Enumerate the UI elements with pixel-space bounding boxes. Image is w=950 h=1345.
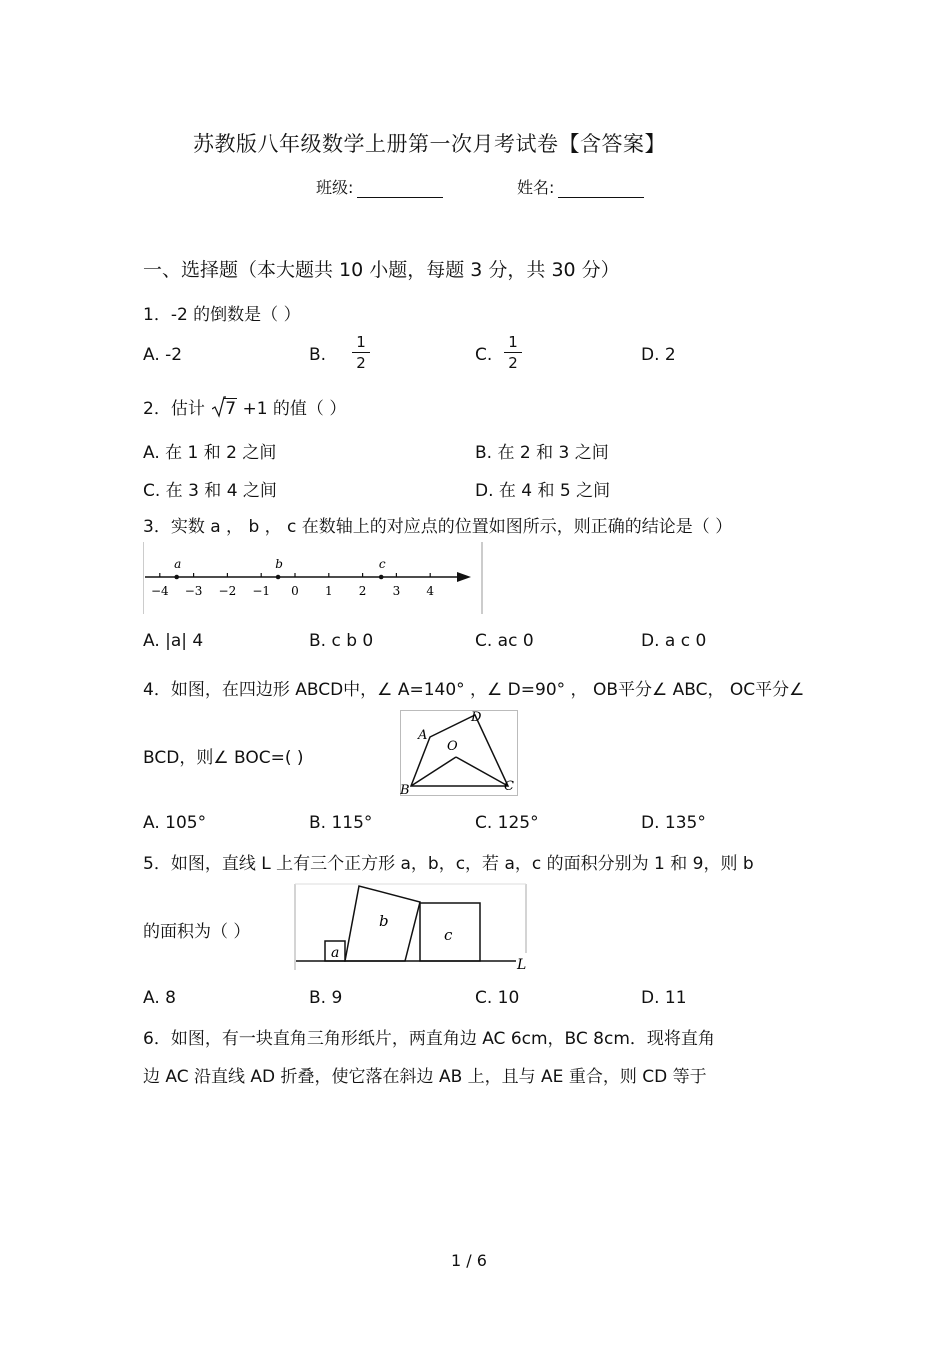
name-label: 姓名: <box>517 178 555 197</box>
tick-label: 2 <box>358 584 367 598</box>
q2-option-d: D. 在 4 和 5 之间 <box>475 481 611 501</box>
label-L: L <box>517 957 527 971</box>
label-c: c <box>444 926 453 944</box>
q1-option-d: D. 2 <box>641 345 676 365</box>
label-O: O <box>447 739 458 754</box>
sqrt-expression <box>212 399 237 419</box>
tick-label: 4 <box>426 584 435 598</box>
q2-option-b: B. 在 2 和 3 之间 <box>475 443 609 463</box>
class-blank-line <box>357 179 443 198</box>
q3-stem: 3．实数 a ， b ， c 在数轴上的对应点的位置如图所示，则正确的结论是（ ） <box>143 517 733 537</box>
q1-option-c-fraction <box>504 333 522 372</box>
q5-stem-line2: 的面积为（ ） <box>143 922 251 942</box>
q2-option-a: A. 在 1 和 2 之间 <box>143 443 277 463</box>
sqrt-sign-icon <box>212 396 226 418</box>
q4-stem-line1: 4．如图，在四边形 ABCD中，∠ A=140° ，∠ D=90° ， OB平分∠ ABC， OC平分∠ <box>143 680 805 700</box>
tick-label: −4 <box>150 584 169 598</box>
label-A: A <box>418 728 428 743</box>
q3-option-b: B. c b 0 <box>309 631 374 651</box>
q2-stem-before: 2．估计 <box>143 399 205 419</box>
quadrilateral-figure <box>400 710 518 800</box>
page-title: 苏教版八年级数学上册第一次月考试卷【含答案】 <box>193 132 666 156</box>
fraction-bar <box>352 352 370 353</box>
name-blank-line <box>558 179 644 198</box>
q5-option-d: D. 11 <box>641 988 687 1008</box>
q5-option-b: B. 9 <box>309 988 343 1008</box>
q1-option-a: A. -2 <box>143 345 183 365</box>
q3-option-d: D. a c 0 <box>641 631 707 651</box>
point-b <box>276 575 281 580</box>
q4-option-b: B. 115° <box>309 813 373 833</box>
tick-label: −2 <box>218 584 237 598</box>
q1-option-b-fraction <box>352 333 370 372</box>
q4-option-a: A. 105° <box>143 813 207 833</box>
tick-label: −3 <box>184 584 203 598</box>
q3-option-c: C. ac 0 <box>475 631 534 651</box>
q4-option-c: C. 125° <box>475 813 539 833</box>
q6-line2: 边 AC 沿直线 AD 折叠，使它落在斜边 AB 上，且与 AE 重合，则 CD 等于 <box>143 1067 707 1087</box>
q1-option-c-prefix: C. <box>475 345 493 365</box>
label-a: a <box>331 945 340 961</box>
point-label-b: b <box>275 557 283 571</box>
point-c <box>379 575 384 580</box>
section-heading: 一、选择题（本大题共 10 小题，每题 3 分，共 30 分） <box>143 259 620 281</box>
label-B: B <box>400 783 410 796</box>
label-C: C <box>504 779 514 794</box>
fraction-bar <box>504 352 522 353</box>
number-line-figure <box>143 541 485 619</box>
class-label: 班级: <box>316 178 354 197</box>
point-label-a: a <box>174 557 182 571</box>
q2-stem <box>143 394 346 419</box>
label-b: b <box>379 912 389 930</box>
q6-line1: 6．如图，有一块直角三角形纸片，两直角边 AC 6cm，BC 8cm．现将直角 <box>143 1029 715 1049</box>
tick-label: −1 <box>252 584 271 598</box>
q1-stem: 1．-2 的倒数是（ ） <box>143 305 301 325</box>
name-field <box>517 175 644 198</box>
q2-stem-after: +1 的值（ ） <box>242 399 347 419</box>
label-D: D <box>471 710 482 725</box>
q1-c-numerator: 1 <box>508 333 518 351</box>
q5-option-c: C. 10 <box>475 988 520 1008</box>
q3-option-a: A. |a| 4 <box>143 631 204 651</box>
q4-option-d: D. 135° <box>641 813 706 833</box>
tick-label: 0 <box>291 584 299 598</box>
point-label-c: c <box>378 557 386 571</box>
q1-option-b-prefix: B. <box>309 345 327 365</box>
q5-stem-line1: 5．如图，直线 L 上有三个正方形 a，b，c，若 a，c 的面积分别为 1 和 9，则 b <box>143 854 754 874</box>
radicand: 7 <box>225 399 237 419</box>
class-field <box>316 175 443 198</box>
q4-stem-line2: BCD，则∠ BOC=( ) <box>143 748 304 768</box>
q1-b-denominator: 2 <box>356 354 366 372</box>
page-number: 1 / 6 <box>451 1251 487 1270</box>
q1-b-numerator: 1 <box>356 333 366 351</box>
tick-label: 1 <box>324 584 333 598</box>
squares-figure <box>294 883 530 975</box>
q5-option-a: A. 8 <box>143 988 176 1008</box>
q2-option-c: C. 在 3 和 4 之间 <box>143 481 277 501</box>
point-a <box>174 575 179 580</box>
q1-c-denominator: 2 <box>508 354 518 372</box>
tick-label: 3 <box>392 584 401 598</box>
